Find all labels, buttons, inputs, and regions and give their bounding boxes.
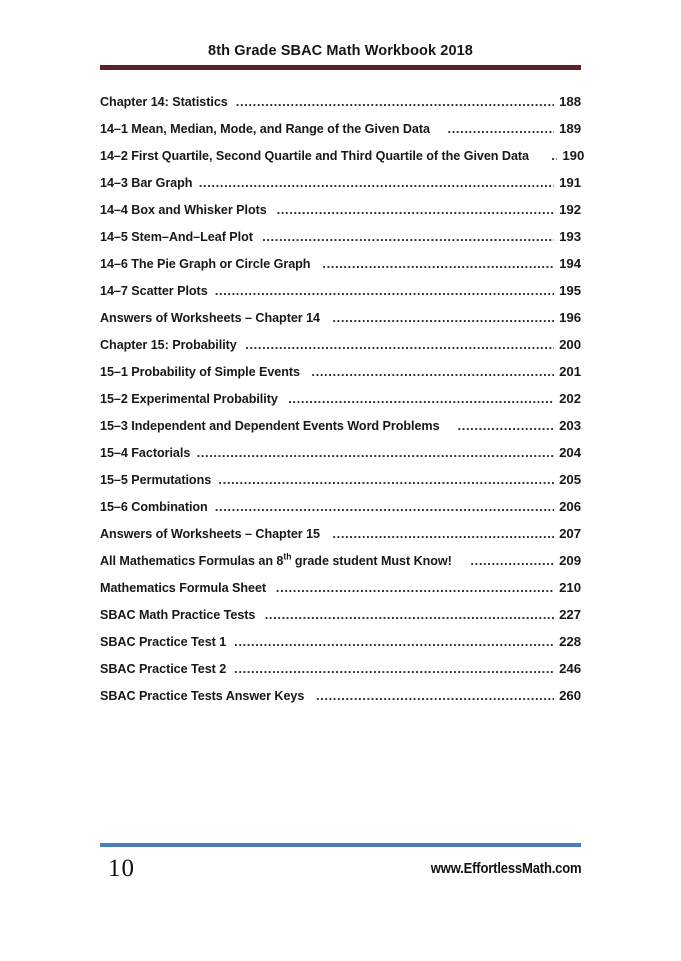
toc-entry-label: SBAC Math Practice Tests bbox=[100, 607, 256, 622]
toc-dot-leader bbox=[470, 547, 554, 574]
toc-entry-page-number: 195 bbox=[559, 283, 581, 298]
toc-dot-leader bbox=[276, 574, 554, 601]
header-divider-rule bbox=[100, 65, 581, 70]
toc-entry[interactable] bbox=[100, 466, 581, 493]
toc-entry-page-number: 228 bbox=[559, 634, 581, 649]
toc-entry-page-number: 201 bbox=[559, 364, 581, 379]
toc-entry-page-number: 246 bbox=[559, 661, 581, 676]
toc-dot-leader bbox=[277, 196, 554, 223]
toc-entry-page-number: 191 bbox=[559, 175, 581, 190]
toc-dot-leader bbox=[311, 358, 554, 385]
toc-entry[interactable] bbox=[100, 142, 585, 169]
toc-entry-page-number: 200 bbox=[559, 337, 581, 352]
toc-dot-leader bbox=[245, 331, 554, 358]
toc-entry[interactable] bbox=[100, 574, 581, 601]
toc-entry-label: Answers of Worksheets – Chapter 15 bbox=[100, 526, 321, 541]
toc-entry[interactable] bbox=[100, 304, 581, 331]
toc-entry-page-number: 192 bbox=[559, 202, 581, 217]
toc-entry[interactable] bbox=[100, 682, 581, 709]
page-footer bbox=[100, 843, 581, 892]
toc-dot-leader bbox=[199, 169, 554, 196]
toc-dot-leader bbox=[215, 493, 554, 520]
toc-entry-label: All Mathematics Formulas an 8th grade student Must Know! bbox=[100, 551, 452, 568]
toc-entry-page-number: 189 bbox=[559, 121, 581, 136]
toc-entry-label: 15–1 Probability of Simple Events bbox=[100, 364, 300, 379]
toc-entry[interactable] bbox=[100, 601, 581, 628]
toc-entry-label: 14–4 Box and Whisker Plots bbox=[100, 202, 267, 217]
toc-entry-label: 14–5 Stem–And–Leaf Plot bbox=[100, 229, 253, 244]
toc-entry[interactable] bbox=[100, 169, 581, 196]
toc-entry-label: SBAC Practice Test 1 bbox=[100, 634, 227, 649]
toc-dot-leader bbox=[332, 304, 554, 331]
toc-dot-leader bbox=[288, 385, 554, 412]
toc-entry-page-number: 188 bbox=[559, 94, 581, 109]
toc-entry-label: 14–2 First Quartile, Second Quartile and Third Quartile of the Given Data bbox=[100, 148, 530, 163]
page-number: 10 bbox=[108, 855, 135, 882]
toc-entry[interactable] bbox=[100, 115, 581, 142]
toc-dot-leader bbox=[265, 601, 554, 628]
toc-entry-label: 14–7 Scatter Plots bbox=[100, 283, 208, 298]
toc-entry-label: Answers of Worksheets – Chapter 14 bbox=[100, 310, 321, 325]
toc-entry[interactable] bbox=[100, 547, 581, 574]
toc-entry-label: 14–1 Mean, Median, Mode, and Range of the Given Data bbox=[100, 121, 430, 136]
toc-dot-leader bbox=[322, 250, 554, 277]
toc-entry-page-number: 196 bbox=[559, 310, 581, 325]
toc-dot-leader bbox=[262, 223, 554, 250]
toc-entry-page-number: 206 bbox=[559, 499, 581, 514]
toc-entry[interactable] bbox=[100, 277, 581, 304]
toc-entry-page-number: 194 bbox=[559, 256, 581, 271]
toc-dot-leader bbox=[218, 466, 554, 493]
toc-dot-leader bbox=[447, 115, 554, 142]
toc-dot-leader bbox=[236, 88, 554, 115]
toc-entry[interactable] bbox=[100, 655, 581, 682]
toc-dot-leader bbox=[316, 682, 554, 709]
toc-entry[interactable] bbox=[100, 250, 581, 277]
toc-entry[interactable] bbox=[100, 358, 581, 385]
toc-entry-page-number: 210 bbox=[559, 580, 581, 595]
toc-entry[interactable] bbox=[100, 331, 581, 358]
toc-dot-leader bbox=[332, 520, 554, 547]
toc-entry[interactable] bbox=[100, 412, 581, 439]
toc-entry[interactable] bbox=[100, 385, 581, 412]
toc-dot-leader bbox=[215, 277, 554, 304]
toc-dot-leader bbox=[234, 628, 554, 655]
toc-dot-leader bbox=[551, 142, 557, 169]
toc-entry[interactable] bbox=[100, 520, 581, 547]
toc-entry-page-number: 204 bbox=[559, 445, 581, 460]
toc-entry-page-number: 260 bbox=[559, 688, 581, 703]
website-url: www.EffortlessMath.com bbox=[430, 861, 581, 877]
toc-dot-leader bbox=[234, 655, 554, 682]
toc-entry-page-number: 193 bbox=[559, 229, 581, 244]
toc-entry-page-number: 205 bbox=[559, 472, 581, 487]
toc-entry[interactable] bbox=[100, 628, 581, 655]
toc-dot-leader bbox=[197, 439, 554, 466]
table-of-contents bbox=[100, 88, 585, 709]
toc-entry-page-number: 209 bbox=[559, 553, 581, 568]
toc-entry-page-number: 207 bbox=[559, 526, 581, 541]
toc-entry-page-number: 202 bbox=[559, 391, 581, 406]
toc-entry-page-number: 203 bbox=[559, 418, 581, 433]
toc-entry-label: Mathematics Formula Sheet bbox=[100, 580, 267, 595]
toc-dot-leader bbox=[458, 412, 554, 439]
toc-entry-label: 15–2 Experimental Probability bbox=[100, 391, 278, 406]
toc-entry-label: SBAC Practice Test 2 bbox=[100, 661, 227, 676]
book-title: 8th Grade SBAC Math Workbook 2018 bbox=[208, 43, 473, 59]
toc-entry-label: Chapter 14: Statistics bbox=[100, 94, 228, 109]
toc-entry[interactable] bbox=[100, 223, 581, 250]
toc-entry-page-number: 190 bbox=[562, 148, 585, 163]
toc-entry-label: 15–5 Permutations bbox=[100, 472, 212, 487]
page-header bbox=[100, 42, 581, 70]
toc-entry-label: 14–6 The Pie Graph or Circle Graph bbox=[100, 256, 311, 271]
toc-entry-label: 15–4 Factorials bbox=[100, 445, 191, 460]
toc-entry-label: Chapter 15: Probability bbox=[100, 337, 237, 352]
toc-entry-label: SBAC Practice Tests Answer Keys bbox=[100, 688, 305, 703]
toc-entry-label: 15–6 Combination bbox=[100, 499, 208, 514]
footer-content bbox=[100, 852, 581, 892]
toc-entry[interactable] bbox=[100, 439, 581, 466]
toc-entry[interactable] bbox=[100, 88, 581, 115]
toc-entry-label: 15–3 Independent and Dependent Events Word Problems bbox=[100, 418, 440, 433]
toc-entry-page-number: 227 bbox=[559, 607, 581, 622]
toc-entry[interactable] bbox=[100, 493, 581, 520]
toc-entry[interactable] bbox=[100, 196, 581, 223]
toc-entry-label: 14–3 Bar Graph bbox=[100, 175, 193, 190]
footer-divider-rule bbox=[100, 843, 581, 847]
